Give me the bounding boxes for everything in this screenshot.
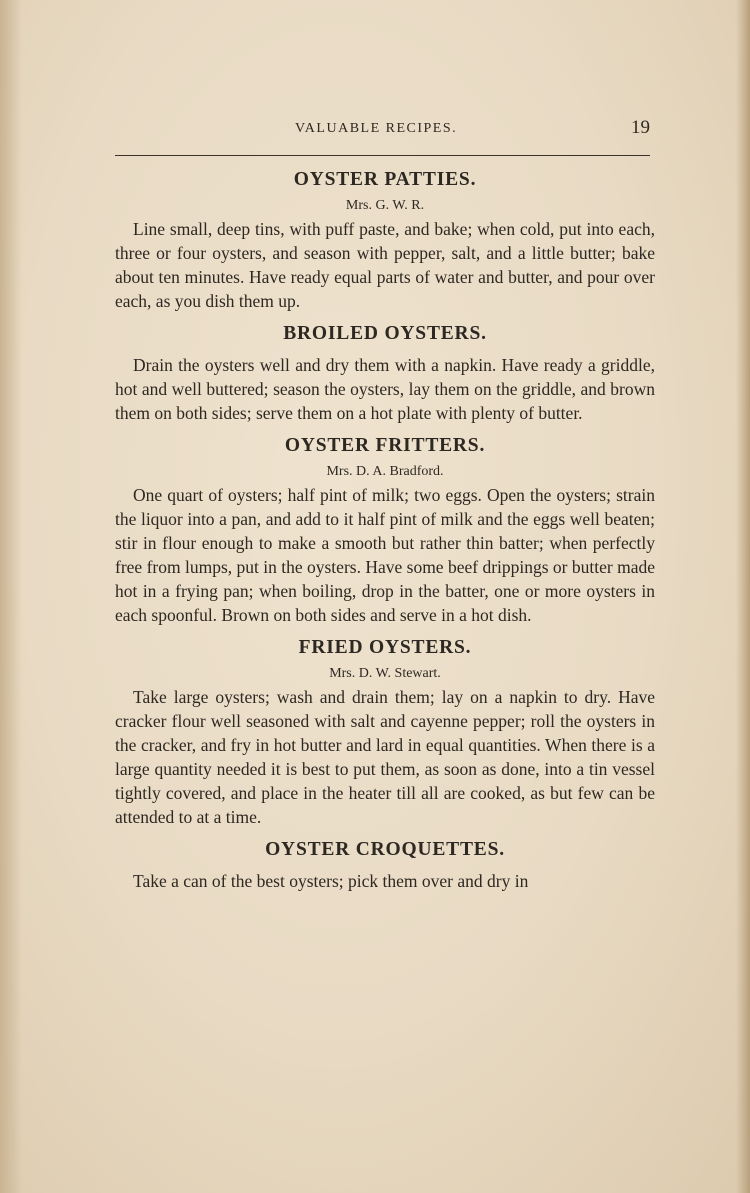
recipe-text: Take large oysters; wash and drain them; lay on a napkin to dry. Have cracker flour well seasoned with salt and cayenne pepper; roll the oysters in the cracker, and fry in hot butter and lard in equal quantities. When there is a large quantity needed it is best to put them, as soon as done, into a tin vessel tightly covered, and place in the heater till all are cooked, as but few can be attended to at a time.: [115, 687, 655, 827]
recipe-broiled-oysters: [115, 319, 655, 425]
page-number: 19: [631, 117, 650, 138]
recipe-text: Take a can of the best oysters; pick them over and dry in: [133, 871, 529, 891]
recipe-byline: Mrs. G. W. R.: [345, 198, 425, 213]
recipe-title: OYSTER CROQUETTES.: [265, 839, 505, 860]
recipe-title: FRIED OYSTERS.: [298, 637, 472, 658]
recipe-byline: Mrs. D. W. Stewart.: [329, 666, 441, 681]
recipe-text: Line small, deep tins, with puff paste, and bake; when cold, put into each, three or four oysters, and season with pepper, salt, and a little butter; bake about ten minutes. Have ready equal parts of water and butter, and pour over each, as you dish them up.: [115, 219, 655, 311]
recipe-fried-oysters: [115, 633, 655, 829]
recipe-title: OYSTER PATTIES.: [293, 169, 477, 190]
recipe-byline: Mrs. D. A. Bradford.: [326, 464, 444, 479]
recipe-title: OYSTER FRITTERS.: [284, 435, 486, 456]
page-edge-shadow-right: [736, 0, 750, 1193]
page-body: [115, 165, 655, 899]
recipe-oyster-croquettes: [115, 835, 655, 893]
recipe-title: BROILED OYSTERS.: [283, 323, 487, 344]
running-head-title: VALUABLE RECIPES.: [295, 121, 458, 136]
recipe-oyster-fritters: [115, 431, 655, 627]
recipe-text: One quart of oysters; half pint of milk; two eggs. Open the oysters; strain the liquor into a pan, and add to it half pint of milk and the eggs well beaten; stir in flour enough to make a smooth but rather thin batter; when perfectly free from lumps, put in the oysters. Have some beef drippings or butter made hot in a frying pan; when boiling, drop in the batter, one or more oysters in each spoonful. Brown on both sides and serve in a hot dish.: [115, 485, 655, 625]
page-edge-shadow-left: [0, 0, 22, 1193]
header-rule: [115, 155, 650, 156]
recipe-text: Drain the oysters well and dry them with a napkin. Have ready a griddle, hot and well buttered; season the oysters, lay them on the griddle, and brown them on both sides; serve them on a hot plate with plenty of butter.: [115, 355, 655, 423]
running-head: [115, 117, 650, 142]
recipe-oyster-patties: [115, 165, 655, 313]
